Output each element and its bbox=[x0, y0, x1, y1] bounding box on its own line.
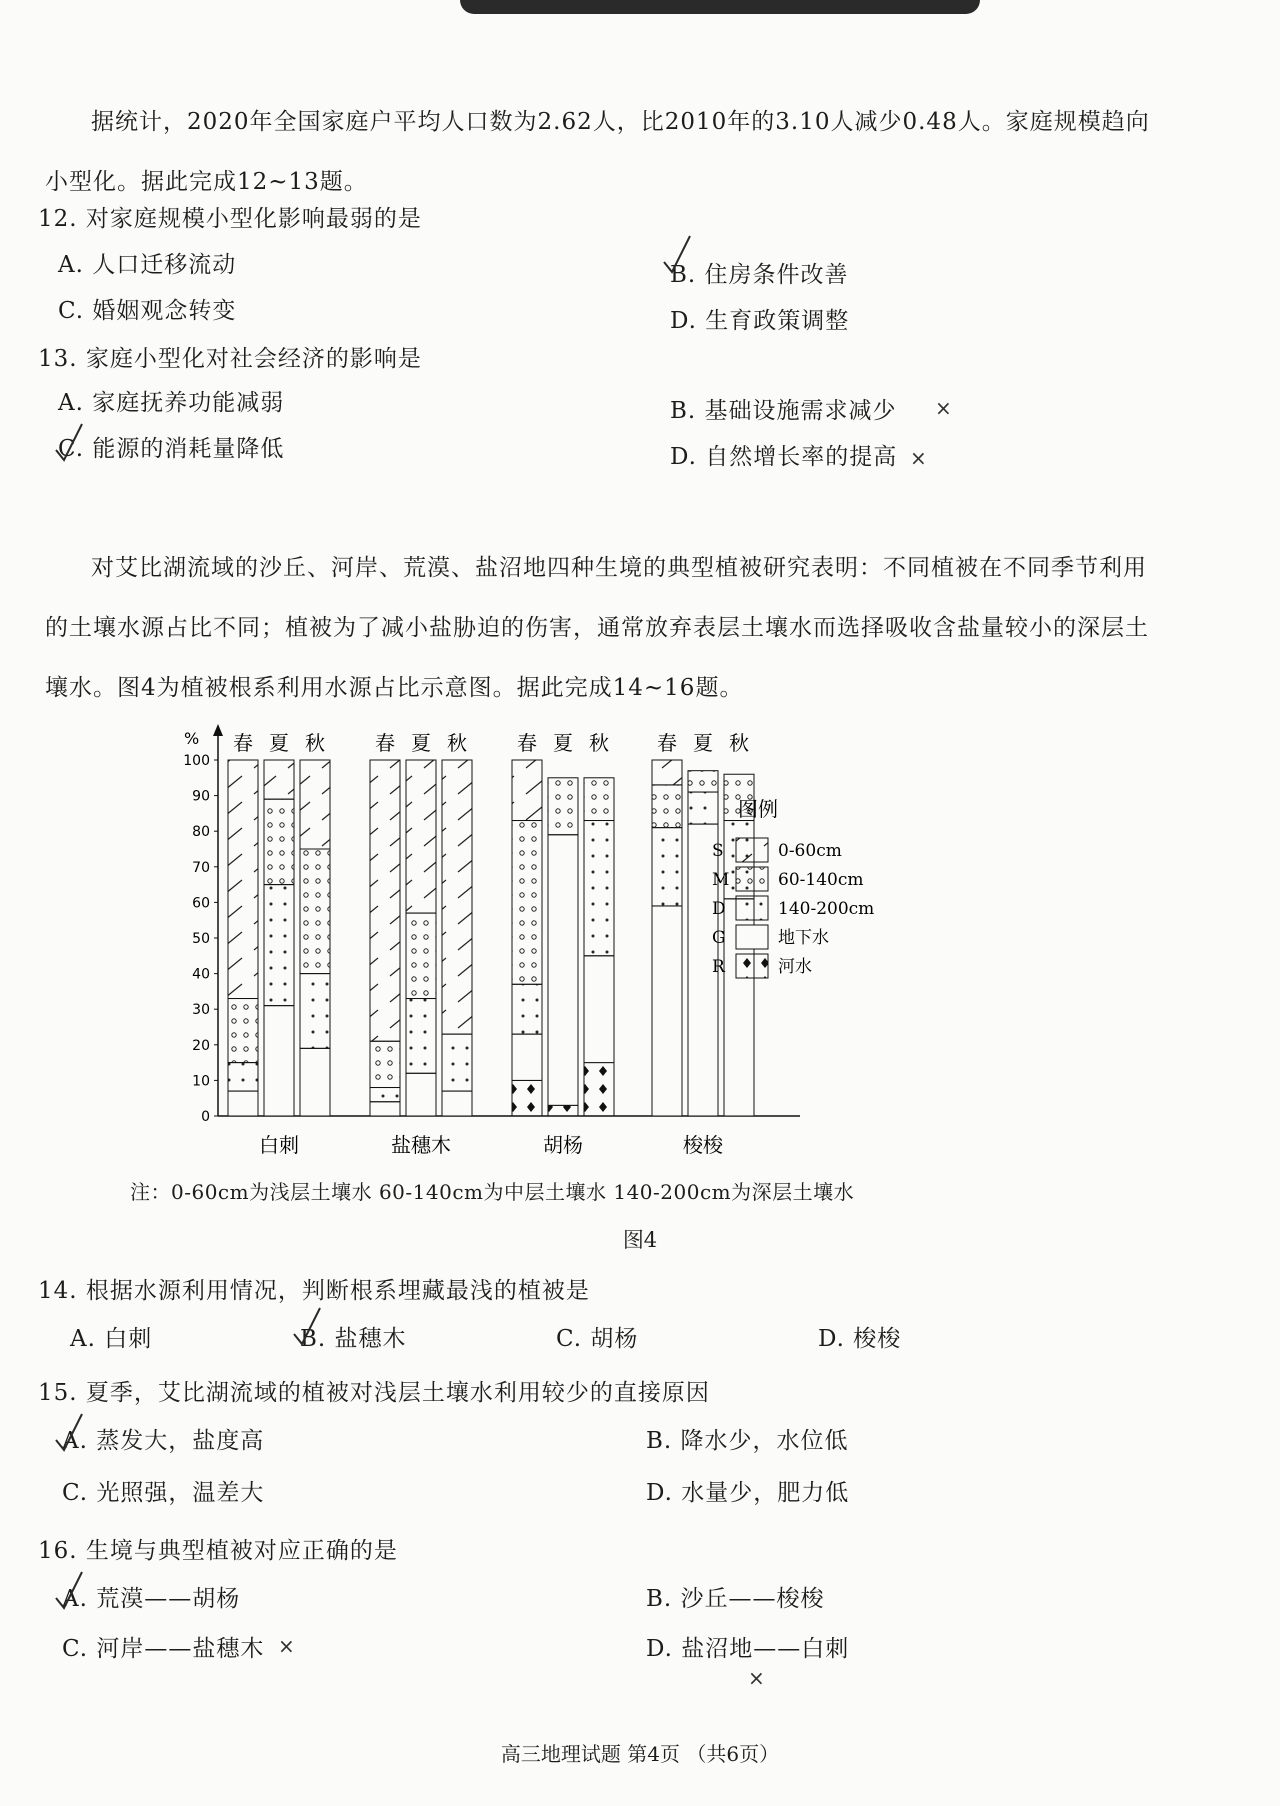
legend-label: 河水 bbox=[778, 957, 812, 977]
bar-segment-S bbox=[300, 760, 330, 849]
q16-option-c: C. 河岸——盐穗木 bbox=[62, 1636, 265, 1662]
q12-option-b: B. 住房条件改善 bbox=[670, 262, 849, 288]
bar-segment-D bbox=[406, 999, 436, 1074]
season-label: 春 bbox=[517, 731, 537, 755]
legend-code: R bbox=[712, 957, 725, 977]
handwritten-cross-mark: × bbox=[935, 396, 952, 420]
season-label: 夏 bbox=[269, 731, 289, 755]
q15-option-a: A. 蒸发大，盐度高 bbox=[62, 1428, 265, 1454]
y-tick-label: 30 bbox=[192, 1002, 210, 1019]
q14-option-d: D. 梭梭 bbox=[818, 1326, 902, 1352]
y-tick-label: 10 bbox=[192, 1073, 210, 1090]
bar-segment-G bbox=[300, 1048, 330, 1116]
legend-swatch-G bbox=[736, 925, 768, 949]
legend-swatch-M bbox=[736, 867, 768, 891]
legend-code: D bbox=[712, 899, 726, 919]
bar-segment-D bbox=[584, 821, 614, 956]
q13-option-b: B. 基础设施需求减少 bbox=[670, 398, 897, 424]
season-label: 秋 bbox=[305, 731, 325, 755]
bar-segment-S bbox=[652, 760, 682, 785]
intro-paragraph-2: 对艾比湖流域的沙丘、河岸、荒漠、盐沼地四种生境的典型植被研究表明：不同植被在不同季节利用的土壤水源占比不同；植被为了减小盐胁迫的伤害，通常放弃表层土壤水而选择吸收含盐量较小的深层土壤水。图4为植被根系利用水源占比示意图。据此完成14~16题。 bbox=[45, 555, 1149, 701]
bar-segment-D bbox=[688, 792, 718, 824]
figure-caption: 图4 bbox=[622, 1228, 658, 1252]
q15-option-d: D. 水量少，肥力低 bbox=[646, 1480, 850, 1506]
legend-swatch-S bbox=[736, 838, 768, 862]
y-tick-label: 20 bbox=[192, 1037, 210, 1054]
bar-segment-S bbox=[512, 760, 542, 821]
y-tick-label: 70 bbox=[192, 859, 210, 876]
handwritten-cross-mark: × bbox=[910, 446, 927, 470]
y-tick-label: 100 bbox=[183, 753, 210, 769]
bar-segment-D bbox=[442, 1034, 472, 1091]
q15-option-b: B. 降水少，水位低 bbox=[646, 1428, 849, 1454]
handwritten-cross-mark: × bbox=[748, 1666, 765, 1690]
bar-segment-G bbox=[512, 1034, 542, 1080]
q16-option-a: A. 荒漠——胡杨 bbox=[62, 1586, 241, 1612]
bar-segment-R bbox=[548, 1105, 578, 1116]
season-label: 春 bbox=[375, 731, 395, 755]
q14-option-a: A. 白刺 bbox=[70, 1326, 153, 1352]
bar-segment-D bbox=[228, 1063, 258, 1091]
legend-title: 图例 bbox=[738, 797, 778, 821]
season-label: 夏 bbox=[693, 731, 713, 755]
chart-note: 注：0-60cm为浅层土壤水 60-140cm为中层土壤水 140-200cm为深层土壤水 bbox=[130, 1180, 855, 1204]
y-tick-label: 50 bbox=[192, 931, 210, 947]
water-source-chart bbox=[180, 720, 1060, 1160]
legend-code: S bbox=[712, 841, 724, 861]
season-label: 秋 bbox=[447, 731, 467, 755]
plant-label: 白刺 bbox=[259, 1133, 299, 1157]
q13-option-c: C. 能源的消耗量降低 bbox=[58, 436, 285, 462]
bar-segment-R bbox=[584, 1063, 614, 1116]
plant-label: 梭梭 bbox=[683, 1133, 723, 1157]
bar-segment-G bbox=[228, 1091, 258, 1116]
plant-label: 盐穗木 bbox=[391, 1133, 451, 1157]
q14-option-b: B. 盐穗木 bbox=[300, 1326, 407, 1352]
bar-segment-D bbox=[300, 974, 330, 1049]
bar-segment-S bbox=[442, 760, 472, 1034]
bar-segment-M bbox=[406, 913, 436, 998]
bar-segment-S bbox=[370, 760, 400, 1041]
y-tick-label: 60 bbox=[192, 895, 210, 912]
page-footer: 高三地理试题 第4页 （共6页） bbox=[500, 1742, 780, 1766]
bar-segment-D bbox=[652, 828, 682, 906]
bar-segment-G bbox=[264, 1006, 294, 1116]
bar-segment-M bbox=[652, 785, 682, 828]
legend-code: G bbox=[712, 928, 726, 948]
bar-segment-S bbox=[264, 760, 294, 799]
q13-option-a: A. 家庭抚养功能减弱 bbox=[58, 390, 285, 416]
legend-label: 140-200cm bbox=[778, 899, 875, 919]
bar-segment-G bbox=[406, 1073, 436, 1116]
bar-segment-G bbox=[652, 906, 682, 1116]
season-label: 夏 bbox=[553, 731, 573, 755]
y-axis-arrow bbox=[213, 724, 223, 736]
bar-segment-R bbox=[512, 1080, 542, 1116]
season-label: 春 bbox=[233, 731, 253, 755]
bar-segment-M bbox=[264, 799, 294, 884]
q13-option-d: D. 自然增长率的提高 bbox=[670, 444, 898, 470]
season-label: 夏 bbox=[411, 731, 431, 755]
bar-segment-G bbox=[548, 835, 578, 1106]
bar-segment-M bbox=[228, 999, 258, 1063]
legend-code: M bbox=[712, 870, 730, 890]
bar-segment-G bbox=[370, 1102, 400, 1116]
plant-label: 胡杨 bbox=[543, 1133, 583, 1157]
bar-segment-M bbox=[512, 821, 542, 985]
season-label: 春 bbox=[657, 731, 677, 755]
bar-segment-M bbox=[548, 778, 578, 835]
bar-segment-M bbox=[584, 778, 614, 821]
y-tick-label: 40 bbox=[192, 966, 210, 983]
bar-segment-D bbox=[370, 1088, 400, 1102]
bar-segment-S bbox=[228, 760, 258, 999]
legend-swatch-D bbox=[736, 896, 768, 920]
scan-shadow bbox=[460, 0, 980, 14]
q15-option-c: C. 光照强，温差大 bbox=[62, 1480, 265, 1506]
q16-option-d: D. 盐沼地——白刺 bbox=[646, 1636, 850, 1662]
season-label: 秋 bbox=[729, 731, 749, 755]
q12-option-c: C. 婚姻观念转变 bbox=[58, 298, 237, 324]
question-16-stem: 16. 生境与典型植被对应正确的是 bbox=[38, 1538, 398, 1564]
y-tick-label: 80 bbox=[192, 824, 210, 841]
q16-option-b: B. 沙丘——梭梭 bbox=[646, 1586, 825, 1612]
bar-segment-S bbox=[406, 760, 436, 913]
season-label: 秋 bbox=[589, 731, 609, 755]
bar-segment-M bbox=[370, 1041, 400, 1087]
y-tick-label: 90 bbox=[192, 788, 210, 805]
bar-segment-D bbox=[512, 984, 542, 1034]
question-14-stem: 14. 根据水源利用情况，判断根系埋藏最浅的植被是 bbox=[38, 1278, 590, 1304]
legend-label: 地下水 bbox=[778, 928, 829, 948]
question-15-stem: 15. 夏季，艾比湖流域的植被对浅层土壤水利用较少的直接原因 bbox=[38, 1380, 710, 1406]
intro-paragraph-1: 据统计，2020年全国家庭户平均人口数为2.62人，比2010年的3.10人减少0.48人。家庭规模趋向小型化。据此完成12~13题。 bbox=[45, 109, 1150, 195]
y-tick-label: 0 bbox=[201, 1109, 210, 1125]
bar-segment-M bbox=[688, 771, 718, 792]
bar-segment-G bbox=[442, 1091, 472, 1116]
bar-segment-G bbox=[584, 956, 614, 1063]
q12-option-a: A. 人口迁移流动 bbox=[58, 252, 237, 278]
bar-segment-M bbox=[300, 849, 330, 974]
bar-segment-D bbox=[264, 885, 294, 1006]
legend-label: 60-140cm bbox=[778, 870, 864, 890]
question-13-stem: 13. 家庭小型化对社会经济的影响是 bbox=[38, 346, 422, 372]
handwritten-cross-mark: × bbox=[278, 1634, 295, 1658]
legend-swatch-R bbox=[736, 954, 768, 978]
q14-option-c: C. 胡杨 bbox=[556, 1326, 639, 1352]
q12-option-d: D. 生育政策调整 bbox=[670, 308, 850, 334]
question-12-stem: 12. 对家庭规模小型化影响最弱的是 bbox=[38, 206, 422, 232]
legend-label: 0-60cm bbox=[778, 841, 842, 861]
y-axis-label: % bbox=[184, 729, 200, 748]
